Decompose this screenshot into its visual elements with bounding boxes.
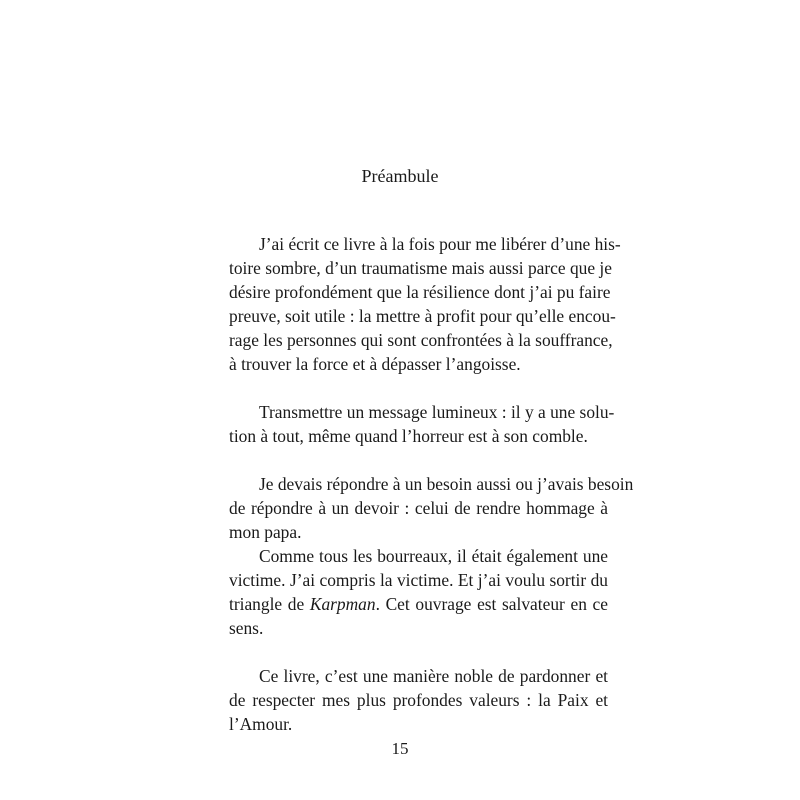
text-line: désire profondément que la résilience dont j’ai pu faire: [229, 282, 611, 302]
text-line: de répondre à un devoir : celui de rendre hommage à: [229, 498, 608, 518]
text-fragment: . Cet ouvrage est salvateur en ce: [375, 594, 608, 614]
text-line: rage les personnes qui sont confrontées à la souffrance,: [229, 330, 613, 350]
page-number: 15: [391, 739, 409, 758]
chapter-title: Préambule: [361, 166, 439, 186]
text-fragment: triangle de: [229, 594, 310, 614]
text-line: Ce livre, c’est une manière noble de pardonner et: [259, 666, 608, 686]
text-line: J’ai écrit ce livre à la fois pour me libérer d’une his-: [259, 234, 621, 254]
paragraph-3: [199, 472, 634, 544]
paragraph-gap: [199, 448, 608, 472]
text-line: tion à tout, même quand l’horreur est à son comble.: [229, 426, 588, 446]
text-line: Comme tous les bourreaux, il était également une: [259, 546, 608, 566]
text-line: Transmettre un message lumineux : il y a une solu-: [259, 402, 615, 422]
emphasis-karpman: Karpman: [309, 594, 376, 614]
text-line: mon papa.: [229, 522, 302, 542]
text-line: preuve, soit utile : la mettre à profit pour qu’elle encou-: [229, 306, 616, 326]
text-line: sens.: [229, 618, 264, 638]
chapter-body: [199, 232, 634, 736]
text-line: toire sombre, d’un traumatisme mais aussi parce que je: [229, 258, 612, 278]
paragraph-gap: [199, 640, 608, 664]
text-line: l’Amour.: [229, 714, 293, 734]
paragraph-4: [199, 544, 608, 640]
text-line: de respecter mes plus profondes valeurs : la Paix et: [229, 690, 608, 710]
text-line: Je devais répondre à un besoin aussi ou j’avais besoin: [259, 474, 634, 494]
paragraph-2: [199, 400, 615, 448]
paragraph-1: [199, 232, 621, 376]
paragraph-gap: [199, 376, 608, 400]
text-line: [199, 592, 608, 616]
text-line: victime. J’ai compris la victime. Et j’ai voulu sortir du: [229, 570, 608, 590]
text-line: à trouver la force et à dépasser l’angoisse.: [229, 354, 521, 374]
paragraph-5: [199, 664, 608, 736]
